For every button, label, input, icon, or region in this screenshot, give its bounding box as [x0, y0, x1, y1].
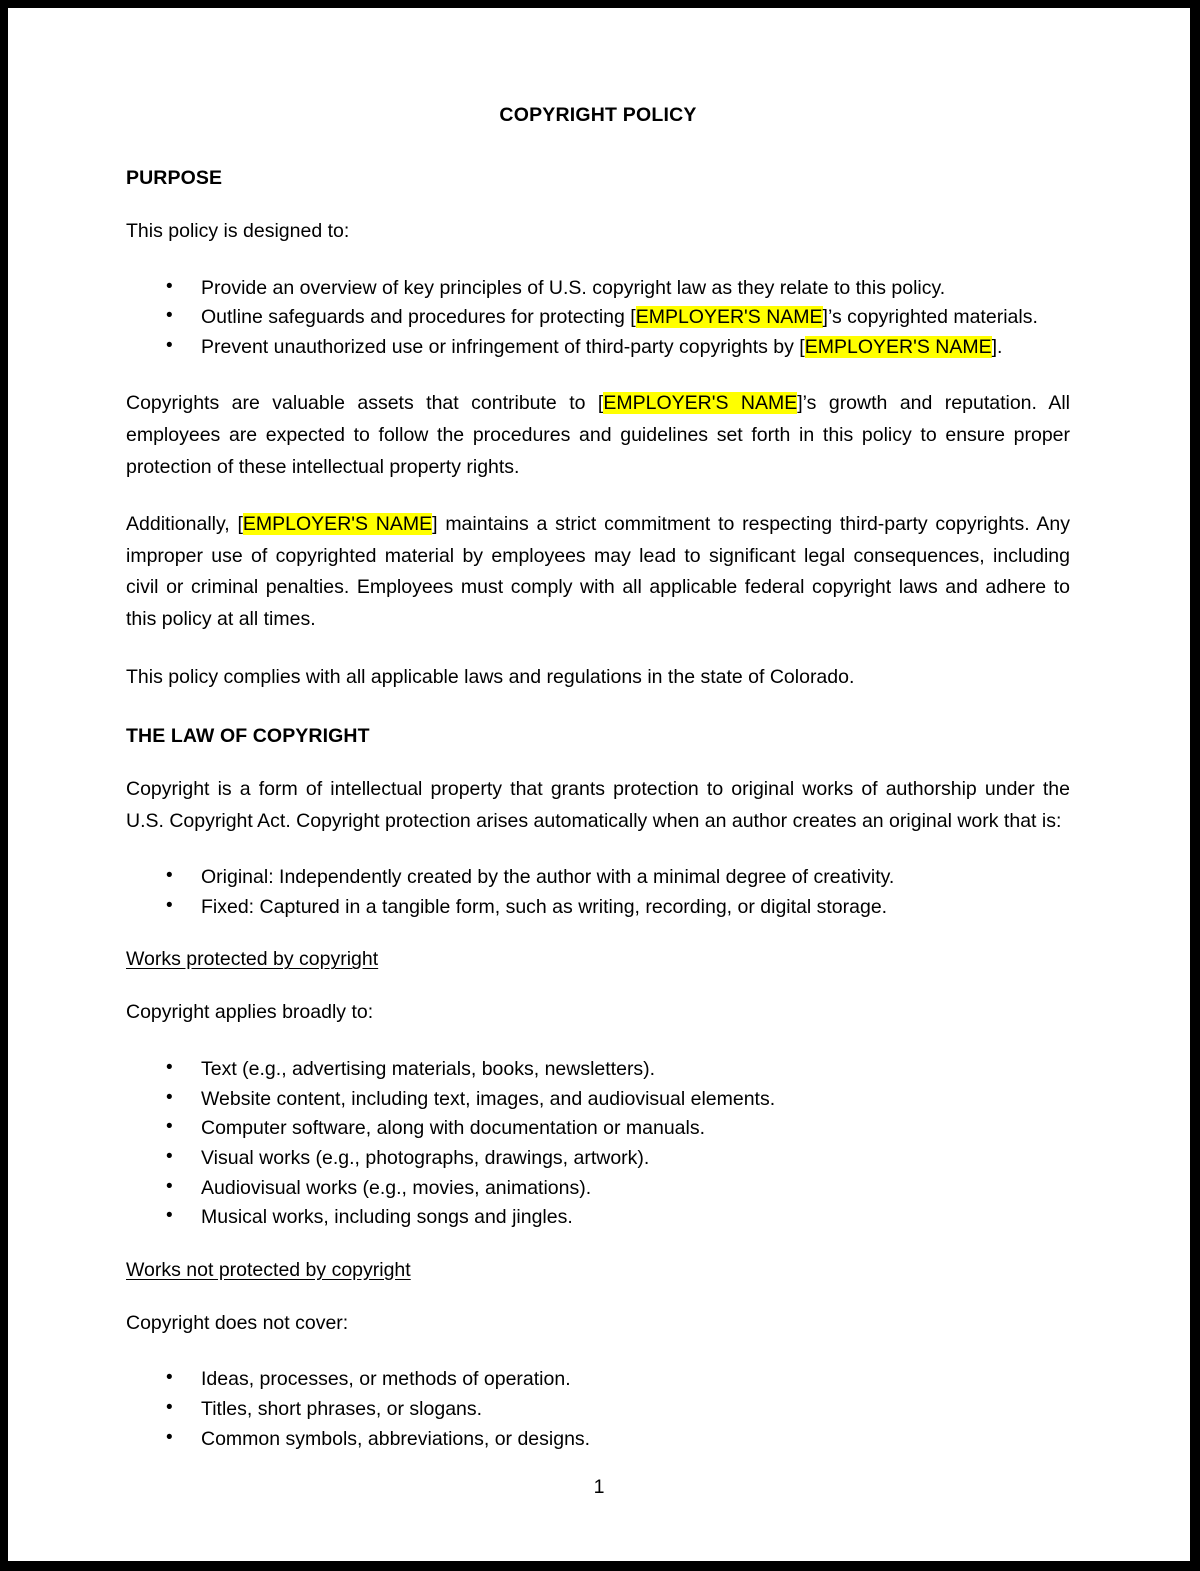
- section-heading-law-of-copyright: THE LAW OF COPYRIGHT: [126, 725, 370, 748]
- list-item: [166, 1085, 1070, 1115]
- bullet-text: Audiovisual works (e.g., movies, animations).: [201, 1176, 592, 1199]
- purpose-paragraph-2: [126, 509, 1070, 635]
- paragraph-text-pre: Copyrights are valuable assets that contribute to [: [126, 392, 604, 415]
- bullet-text-pre: Outline safeguards and procedures for protecting [: [201, 306, 636, 329]
- list-item: [166, 1144, 1070, 1174]
- bullet-text: Fixed: Captured in a tangible form, such as writing, recording, or digital storage.: [201, 895, 888, 918]
- subheading-works-not-protected: [126, 1259, 1070, 1282]
- subheading-text: Works not protected by copyright: [126, 1258, 411, 1281]
- bullet-text: Titles, short phrases, or slogans.: [201, 1398, 483, 1421]
- subheading-works-protected: [126, 948, 1070, 971]
- purpose-bullet-list: [126, 274, 1070, 363]
- page-title: COPYRIGHT POLICY: [499, 104, 697, 126]
- list-item: [166, 1395, 1070, 1425]
- works-protected-bullet-list: [126, 1055, 1070, 1233]
- bullet-text-pre: Prevent unauthorized use or infringement of third-party copyrights by [: [201, 335, 805, 358]
- bullet-text: Musical works, including songs and jingles.: [201, 1206, 573, 1229]
- page-number: 1: [593, 1476, 605, 1498]
- paragraph-text-post: ]’s growth and reputation. All employees are expected to follow the procedures and guidelines set forth in this policy to ensure proper protection of these intellectual property rights.: [126, 392, 1070, 478]
- list-item: [166, 1425, 1070, 1455]
- bullet-text: Original: Independently created by the author with a minimal degree of creativity.: [201, 866, 895, 889]
- list-item: [166, 274, 1070, 304]
- law-intro: Copyright is a form of intellectual property that grants protection to original works of authorship under the U.S. Copyright Act. Copyright protection arises automatically when an author creates an original work that is:: [126, 778, 1070, 832]
- bullet-text-post: ].: [991, 335, 1003, 358]
- bullet-text-pre: Provide an overview of key principles of U.S. copyright law as they relate to this policy.: [201, 276, 946, 299]
- bullet-text: Text (e.g., advertising materials, books, newsletters).: [201, 1058, 656, 1081]
- highlight-placeholder: EMPLOYER'S NAME: [603, 392, 798, 415]
- paragraph-text-post: ] maintains a strict commitment to respecting third-party copyrights. Any improper use of copyrighted material by employees may lead to significant legal consequences, including civil or criminal penalties. Employees must comply with all applicable federal copyright laws and adhere to this policy at all times.: [126, 513, 1070, 630]
- highlight-placeholder: EMPLOYER'S NAME: [804, 335, 992, 358]
- purpose-paragraph-1: [126, 388, 1070, 483]
- bullet-text: Ideas, processes, or methods of operation.: [201, 1368, 571, 1391]
- list-item: [166, 1055, 1070, 1085]
- bullet-text: Visual works (e.g., photographs, drawings, artwork).: [201, 1146, 650, 1169]
- bullet-text: Common symbols, abbreviations, or designs.: [201, 1427, 591, 1450]
- list-item: [166, 1203, 1070, 1233]
- highlight-placeholder: EMPLOYER'S NAME: [242, 513, 433, 536]
- list-item: [166, 1365, 1070, 1395]
- list-item: [166, 333, 1070, 363]
- works-not-protected-intro: Copyright does not cover:: [126, 1311, 349, 1334]
- bullet-text-post: ]’s copyrighted materials.: [822, 306, 1038, 329]
- list-item: [166, 863, 1070, 893]
- bullet-text: Website content, including text, images, and audiovisual elements.: [201, 1087, 776, 1110]
- list-item: [166, 303, 1070, 333]
- law-bullet-list: [126, 863, 1070, 922]
- list-item: [166, 1174, 1070, 1204]
- purpose-paragraph-3: This policy complies with all applicable laws and regulations in the state of Colorado.: [126, 665, 855, 688]
- purpose-intro: This policy is designed to:: [126, 220, 350, 242]
- works-not-protected-bullet-list: [126, 1365, 1070, 1454]
- highlight-placeholder: EMPLOYER'S NAME: [635, 306, 823, 329]
- paragraph-text-pre: Additionally, [: [126, 513, 243, 536]
- list-item: [166, 893, 1070, 923]
- section-heading-purpose: PURPOSE: [126, 167, 223, 189]
- document-page: [8, 8, 1190, 1561]
- list-item: [166, 1114, 1070, 1144]
- works-protected-intro: Copyright applies broadly to:: [126, 1001, 374, 1024]
- subheading-text: Works protected by copyright: [126, 948, 379, 971]
- bullet-text: Computer software, along with documentation or manuals.: [201, 1117, 706, 1140]
